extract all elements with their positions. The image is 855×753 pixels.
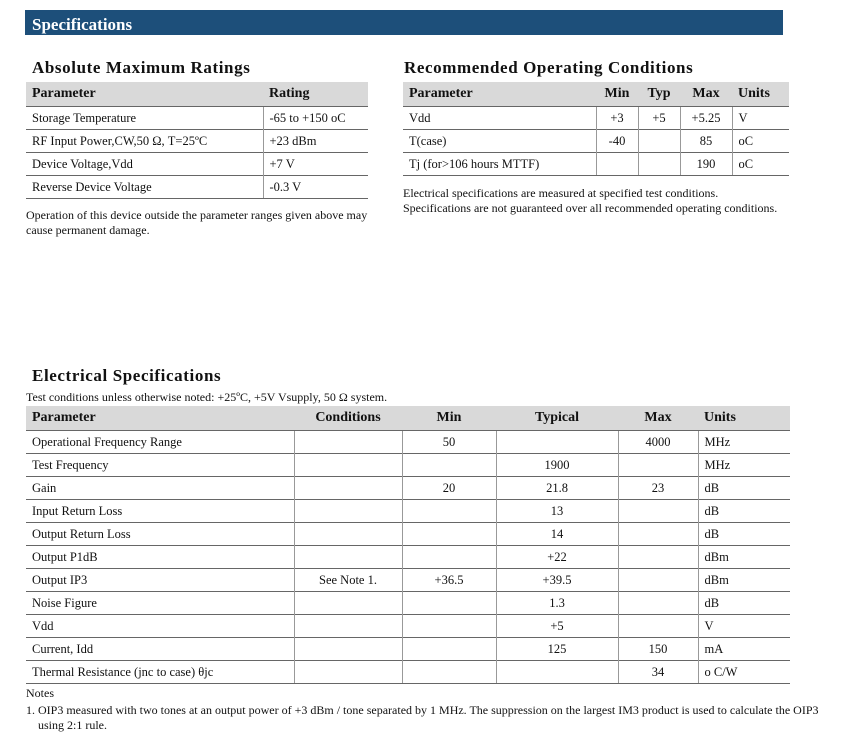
amr-table xyxy=(26,82,368,199)
cell: Thermal Resistance (jnc to case) θjc xyxy=(26,661,294,684)
cell: 150 xyxy=(618,638,698,661)
cell: +5 xyxy=(496,615,618,638)
cell: -40 xyxy=(596,130,638,153)
table-row xyxy=(26,107,368,130)
cell xyxy=(618,546,698,569)
cell: Tj (for>106 hours MTTF) xyxy=(403,153,596,176)
table-row xyxy=(26,523,790,546)
specifications-banner: Specifications xyxy=(25,10,783,35)
cell: 34 xyxy=(618,661,698,684)
table-row xyxy=(26,176,368,199)
cell xyxy=(496,431,618,454)
roc-col-min: Min xyxy=(596,82,638,107)
cell: Output IP3 xyxy=(26,569,294,592)
table-row xyxy=(26,500,790,523)
cell: +5.25 xyxy=(680,107,732,130)
cell: RF Input Power,CW,50 Ω, T=25ºC xyxy=(26,130,263,153)
cell: 125 xyxy=(496,638,618,661)
table-row xyxy=(26,454,790,477)
roc-col-max: Max xyxy=(680,82,732,107)
es-col-units: Units xyxy=(698,406,790,431)
table-row xyxy=(403,153,789,176)
table-row xyxy=(26,592,790,615)
cell: Input Return Loss xyxy=(26,500,294,523)
table-row xyxy=(26,569,790,592)
cell: -0.3 V xyxy=(263,176,368,199)
cell xyxy=(618,569,698,592)
cell xyxy=(402,661,496,684)
es-subtitle: Test conditions unless otherwise noted: +25ºC, +5V Vsupply, 50 Ω system. xyxy=(26,390,388,404)
cell: -65 to +150 oC xyxy=(263,107,368,130)
cell xyxy=(402,546,496,569)
cell: See Note 1. xyxy=(294,569,402,592)
cell xyxy=(402,592,496,615)
table-row xyxy=(26,153,368,176)
cell xyxy=(638,130,680,153)
cell: 1.3 xyxy=(496,592,618,615)
table-row xyxy=(26,477,790,500)
cell xyxy=(294,477,402,500)
cell xyxy=(294,431,402,454)
cell xyxy=(402,638,496,661)
cell: +3 xyxy=(596,107,638,130)
cell: 85 xyxy=(680,130,732,153)
cell: +5 xyxy=(638,107,680,130)
cell xyxy=(294,500,402,523)
cell: mA xyxy=(698,638,790,661)
cell: Vdd xyxy=(26,615,294,638)
notes-heading: Notes xyxy=(26,686,54,700)
cell: +36.5 xyxy=(402,569,496,592)
cell xyxy=(294,523,402,546)
cell: 1900 xyxy=(496,454,618,477)
amr-note: Operation of this device outside the parameter ranges given above may cause permanent damage. xyxy=(26,208,368,237)
table-row xyxy=(26,615,790,638)
cell xyxy=(402,615,496,638)
roc-table xyxy=(403,82,789,176)
cell: Vdd xyxy=(403,107,596,130)
es-col-parameter: Parameter xyxy=(26,406,294,431)
cell: dB xyxy=(698,477,790,500)
es-header-row xyxy=(26,406,790,431)
cell xyxy=(294,454,402,477)
es-col-conditions: Conditions xyxy=(294,406,402,431)
cell xyxy=(618,454,698,477)
cell xyxy=(402,523,496,546)
cell: 13 xyxy=(496,500,618,523)
cell: 50 xyxy=(402,431,496,454)
roc-col-typ: Typ xyxy=(638,82,680,107)
es-col-typical: Typical xyxy=(496,406,618,431)
roc-col-units: Units xyxy=(732,82,789,107)
cell: MHz xyxy=(698,431,790,454)
note-1: 1. OIP3 measured with two tones at an output power of +3 dBm / tone separated by 1 MHz. The suppression on the largest IM3 product is used to calculate the OIP3 using 2:1 rule. xyxy=(26,703,819,732)
es-body xyxy=(26,431,790,684)
amr-title: Absolute Maximum Ratings xyxy=(32,58,251,77)
cell: 190 xyxy=(680,153,732,176)
cell: Operational Frequency Range xyxy=(26,431,294,454)
table-row xyxy=(26,431,790,454)
cell: 21.8 xyxy=(496,477,618,500)
cell: dB xyxy=(698,500,790,523)
cell: dB xyxy=(698,592,790,615)
table-row xyxy=(403,130,789,153)
roc-note: Electrical specifications are measured at specified test conditions. Specifications are not guaranteed over all recommended operating conditions. xyxy=(403,186,778,215)
roc-header-row xyxy=(403,82,789,107)
cell xyxy=(402,500,496,523)
cell: 14 xyxy=(496,523,618,546)
cell xyxy=(294,661,402,684)
cell: Output P1dB xyxy=(26,546,294,569)
table-row xyxy=(26,638,790,661)
cell: oC xyxy=(732,130,789,153)
cell xyxy=(618,592,698,615)
roc-title: Recommended Operating Conditions xyxy=(404,58,694,77)
table-row xyxy=(26,546,790,569)
cell: Gain xyxy=(26,477,294,500)
cell: o C/W xyxy=(698,661,790,684)
cell: 20 xyxy=(402,477,496,500)
cell xyxy=(618,523,698,546)
cell: +22 xyxy=(496,546,618,569)
roc-col-parameter: Parameter xyxy=(403,82,596,107)
table-row xyxy=(26,130,368,153)
es-col-min: Min xyxy=(402,406,496,431)
cell: Storage Temperature xyxy=(26,107,263,130)
amr-header-row xyxy=(26,82,368,107)
table-row xyxy=(403,107,789,130)
cell xyxy=(294,638,402,661)
cell: 4000 xyxy=(618,431,698,454)
cell: dBm xyxy=(698,546,790,569)
cell xyxy=(294,592,402,615)
es-title: Electrical Specifications xyxy=(32,366,222,385)
cell: 23 xyxy=(618,477,698,500)
cell xyxy=(402,454,496,477)
cell: Device Voltage,Vdd xyxy=(26,153,263,176)
cell: V xyxy=(698,615,790,638)
es-table xyxy=(26,406,790,684)
cell: MHz xyxy=(698,454,790,477)
cell: Output Return Loss xyxy=(26,523,294,546)
cell: dB xyxy=(698,523,790,546)
table-row xyxy=(26,661,790,684)
cell xyxy=(496,661,618,684)
amr-col-parameter: Parameter xyxy=(26,82,263,107)
cell: T(case) xyxy=(403,130,596,153)
cell: +23 dBm xyxy=(263,130,368,153)
cell: Noise Figure xyxy=(26,592,294,615)
cell xyxy=(618,500,698,523)
cell: dBm xyxy=(698,569,790,592)
cell: oC xyxy=(732,153,789,176)
cell: Current, Idd xyxy=(26,638,294,661)
cell xyxy=(294,546,402,569)
cell xyxy=(638,153,680,176)
cell: +39.5 xyxy=(496,569,618,592)
cell: Test Frequency xyxy=(26,454,294,477)
cell: V xyxy=(732,107,789,130)
cell xyxy=(618,615,698,638)
cell: +7 V xyxy=(263,153,368,176)
es-col-max: Max xyxy=(618,406,698,431)
amr-col-rating: Rating xyxy=(263,82,368,107)
cell xyxy=(596,153,638,176)
cell: Reverse Device Voltage xyxy=(26,176,263,199)
cell xyxy=(294,615,402,638)
